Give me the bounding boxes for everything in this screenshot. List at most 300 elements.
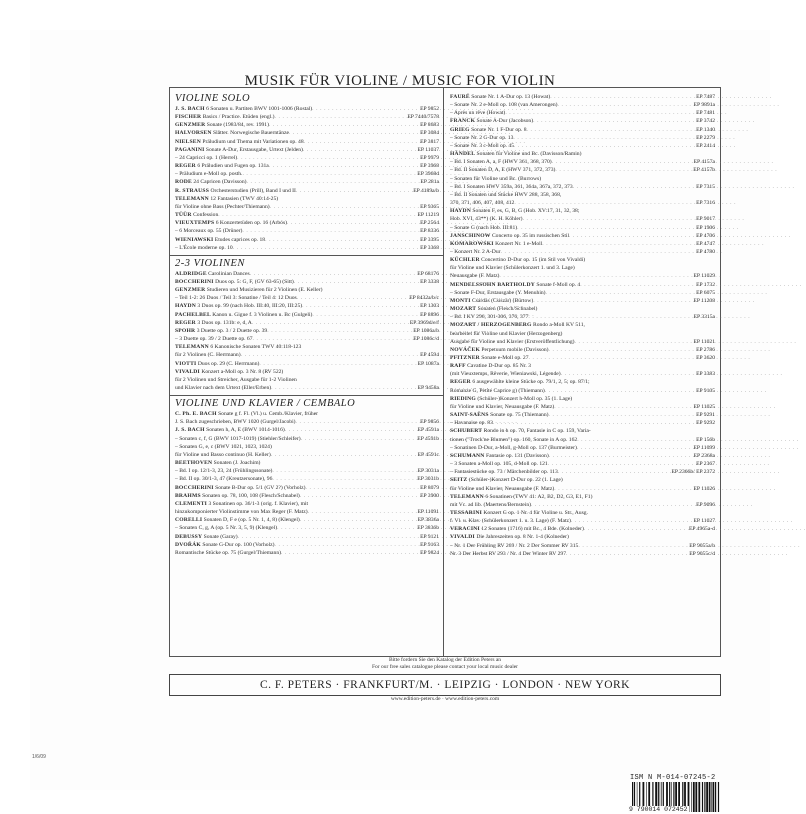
catalog-entry xyxy=(450,191,715,199)
work-title: – Bd. I Sonaten A, a, F (HWV 361, 368, 370) xyxy=(450,159,552,166)
edition-number: EP 3031a xyxy=(417,468,439,475)
work-title: 6 Konzertetüden op. 16 (Arbós) xyxy=(215,220,288,227)
work-title: 6 Sonatinen (TWV 41: A2, B2, D2, G3, E1, F1) xyxy=(485,493,593,500)
catalog-entry xyxy=(450,240,715,248)
work-title: – Sonaten für Violine und Bc. (Burrows) xyxy=(450,175,542,182)
leader-dots xyxy=(267,327,411,335)
edition-number: EP 7316 xyxy=(696,200,715,207)
leader-dots xyxy=(548,460,694,468)
work-title: Concertino D-Dur op. 15 (im Stil von Vivaldi) xyxy=(481,257,586,264)
catalog-entry xyxy=(450,436,715,444)
catalog-entry xyxy=(175,467,439,475)
work-title: (Schüler-)Konzert D-Dur op. 22 (1. Lage) xyxy=(468,477,563,484)
work-title: 6 ausgewählte kleine Stücke op. 79/1, 2, 5; op. 87/1; xyxy=(472,379,590,386)
catalog-entry xyxy=(175,236,439,244)
leader-dots xyxy=(297,294,407,302)
catalog-note-en: For our free sales catalogue please contact your local music dealer xyxy=(372,664,518,670)
edition-number: EP 11099 xyxy=(693,444,715,451)
edition-number: EP 1087a xyxy=(417,360,439,367)
catalog-entry xyxy=(175,170,439,178)
leader-dots xyxy=(250,270,416,278)
catalog-entry xyxy=(450,175,715,183)
composer-name: HALVORSEN xyxy=(175,130,212,137)
composer-name: ALDRIDGE xyxy=(175,270,207,277)
catalog-entry xyxy=(175,294,439,302)
barcode-bar xyxy=(702,782,703,812)
barcode-digits: 9 790014 072452 xyxy=(629,806,688,813)
work-title: – Bd. I KV 296, 301-306, 376, 377 xyxy=(450,314,529,321)
work-title: 3 Duette op. 3 / 2 Duette op. 39 xyxy=(196,327,268,334)
composer-name: REGER xyxy=(450,379,471,386)
leader-dots xyxy=(514,199,694,207)
work-title: für Violine und Basso continuo (H. Keller) xyxy=(175,451,271,458)
composer-name: DVOŘÁK xyxy=(175,541,201,548)
edition-number: EP 2279 xyxy=(696,134,715,141)
edition-number: EP 11219 xyxy=(417,212,439,219)
catalog-entry xyxy=(450,126,715,134)
catalog-entry xyxy=(450,232,715,240)
section-2-3-violinen xyxy=(170,258,443,396)
edition-number: EP 8683 xyxy=(420,122,439,129)
catalog-entry xyxy=(450,354,715,362)
catalog-entry xyxy=(175,113,439,121)
catalog-entry xyxy=(175,154,439,162)
catalog-entry xyxy=(175,549,439,557)
edition-number: EP 7440/7578 xyxy=(407,114,439,121)
work-title: 6 Kanonische Sonaten TWV 40:118-123 xyxy=(210,344,302,351)
leader-dots xyxy=(531,501,694,509)
leader-dots xyxy=(296,187,411,195)
composer-name: VIVALDI xyxy=(450,534,475,541)
leader-dots xyxy=(514,142,694,150)
work-title: J. S. Bach zugeschrieben, BWV 1020 (Gurgel/Jacobi) xyxy=(175,419,296,426)
catalog-entry xyxy=(450,509,715,517)
leader-dots xyxy=(300,516,416,524)
work-title: 12 Fantasien (TWV 40:14-25) xyxy=(210,195,279,202)
catalog-entry xyxy=(450,297,715,305)
catalog-entry xyxy=(450,142,715,150)
edition-number: EP 9856 xyxy=(420,419,439,426)
leader-dots xyxy=(501,248,695,256)
entry-list xyxy=(450,91,715,558)
leader-dots xyxy=(259,360,415,368)
work-title: Sonate A-Dur (Jacobson) xyxy=(476,118,534,125)
leader-dots xyxy=(237,154,418,162)
catalog-entry xyxy=(175,541,439,549)
edition-number: EP 4189a/b xyxy=(413,187,439,194)
work-title: – Sonaten c, f, G (BWV 1017-1019) (Stiehler/Schleifer) xyxy=(175,435,301,442)
leader-dots xyxy=(552,158,692,166)
catalog-entry xyxy=(450,93,715,101)
catalog-entry xyxy=(175,203,439,211)
work-title: – 6 Morceaux op. 55 (Drüner) xyxy=(175,228,243,235)
catalog-entry xyxy=(175,368,439,376)
edition-number: EP 1906 xyxy=(696,224,715,231)
right-column xyxy=(445,88,719,656)
composer-name: NIELSEN xyxy=(175,138,201,145)
catalog-entry xyxy=(175,121,439,129)
catalog-entry xyxy=(175,162,439,170)
leader-dots xyxy=(271,451,416,459)
work-title: Confession xyxy=(193,212,219,219)
leader-dots xyxy=(289,129,418,137)
barcode-bar xyxy=(706,782,708,812)
section-title: VIOLINE UND KLAVIER / CEMBALO xyxy=(175,398,356,410)
edition-number: EP 2786 xyxy=(696,346,715,353)
work-title: Duos op. 29 (C. Herrmann) xyxy=(197,360,260,367)
barcode-bar xyxy=(715,782,716,812)
leader-dots xyxy=(513,134,694,142)
catalog-entry xyxy=(175,138,439,146)
catalog-entry xyxy=(450,166,715,174)
leader-dots xyxy=(569,232,694,240)
edition-number: EP 4706 xyxy=(696,232,715,239)
edition-number: EP 9891a xyxy=(693,102,715,109)
edition-number: EP 3742 xyxy=(696,118,715,125)
composer-name: JANSCHINOW xyxy=(450,232,491,239)
barcode-bar xyxy=(698,782,700,812)
catalog-page xyxy=(30,30,770,813)
entry-list xyxy=(175,410,439,557)
catalog-entry xyxy=(450,321,715,329)
work-title: 24 Capricen (Davisson) xyxy=(193,179,247,186)
composer-name: GRIEG xyxy=(450,126,470,133)
work-title: für 2 Violinen (C. Herrmann) xyxy=(175,352,241,359)
leader-dots xyxy=(555,166,691,174)
composer-name: SCHUBERT xyxy=(450,428,483,435)
catalog-entry xyxy=(175,327,439,335)
work-title: – 3 Sonaten a-Moll op. 105, d-Moll op. 121 xyxy=(450,461,548,468)
edition-number: EP 11026 xyxy=(693,485,715,492)
leader-dots xyxy=(566,550,687,558)
work-title: Die Jahreszeiten op. 8 Nr. 1-4 (Kolneder) xyxy=(476,534,569,541)
edition-number: EP 8079 xyxy=(420,484,439,491)
work-title: Sonate A-Dur, Erstausgabe, Urtext (Jelden) xyxy=(205,146,303,153)
edition-number: EP 3968 xyxy=(420,163,439,170)
work-title: – Havanaise op. 83 xyxy=(450,420,493,427)
leader-dots xyxy=(528,313,691,321)
catalog-entry xyxy=(175,475,439,483)
work-title: – Bd. I op. 12/1-3, 23, 24 (Frühlingssonate) xyxy=(175,468,273,475)
edition-number: EP 7481 xyxy=(696,110,715,117)
work-title: 6 Präludien und Fugen op. 131a xyxy=(197,163,269,170)
leader-dots xyxy=(281,549,418,557)
catalog-entry xyxy=(450,101,715,109)
work-title: Ausgabe für Violine und Klavier (Erstveröffentlichung) xyxy=(450,338,575,345)
catalog-entry xyxy=(450,468,715,476)
edition-number: EP 9458a xyxy=(417,385,439,391)
catalog-entry xyxy=(175,410,439,418)
leader-dots xyxy=(242,170,415,178)
composer-name: FISCHER xyxy=(175,114,202,121)
catalog-entry xyxy=(450,444,715,452)
catalog-entry xyxy=(175,211,439,219)
edition-number: EP 2366b/ EP 2372 xyxy=(671,469,715,476)
work-title: Nr. 3 Der Herbst RV 293 / Nr. 4 Der Winter RV 297 xyxy=(450,550,567,557)
edition-number: EP 4747 xyxy=(696,240,715,247)
work-title: Sonaten h, A, E (BWV 1014-1016) xyxy=(206,427,285,434)
work-title: bearbeitet für Violine und Klavier (Herzogenberg) xyxy=(450,330,563,337)
leader-dots xyxy=(529,354,695,362)
edition-number: EP 11029 xyxy=(693,273,715,280)
composer-name: RIEDING xyxy=(450,395,476,402)
catalog-entry xyxy=(450,158,715,166)
leader-dots xyxy=(312,311,418,319)
catalog-entry xyxy=(450,330,715,338)
work-title: Konzert Nr. 1 e-Moll xyxy=(495,240,543,247)
catalog-entry xyxy=(175,146,439,154)
work-title: Sonaten D, F e (op. 5 Nr. 1, 4, 8) (Klengel) xyxy=(203,517,300,524)
work-title: Fantasie op. 131 (Davisson) xyxy=(485,452,549,459)
work-title: und Klavier nach dem Urtext (Eller/Erben) xyxy=(175,385,272,391)
composer-name: SAINT-SAËNS xyxy=(450,412,489,419)
catalog-entry xyxy=(450,452,715,460)
work-title: – Bd. I Sonaten HWV 359a, 361, 364a, 367a, 372, 373 xyxy=(450,183,573,190)
edition-number: EP 6075 xyxy=(696,289,715,296)
ismn-number: ISM N M-014-07245-2 xyxy=(630,774,716,782)
entry-list xyxy=(175,105,439,252)
leader-dots xyxy=(533,297,691,305)
composer-name: VIOTTI xyxy=(175,360,197,367)
publisher-box: C. F. PETERS · FRANKFURT/M. · LEIPZIG · LONDON · NEW YORK xyxy=(169,674,721,696)
catalog-entry xyxy=(450,362,715,370)
composer-name: MOZART / HERZOGENBERG xyxy=(450,322,532,329)
leader-dots xyxy=(573,183,694,191)
work-title: – L'École moderne op. 10 xyxy=(175,244,233,251)
catalog-entry xyxy=(450,289,715,297)
catalog-entry xyxy=(450,264,715,272)
barcode-bar xyxy=(718,782,719,812)
edition-number: EP 8336 xyxy=(420,228,439,235)
leader-dots xyxy=(218,211,415,219)
catalog-entry xyxy=(450,224,715,232)
work-title: für Violine und Klavier, Neuausgabe (F. Matz) xyxy=(450,485,555,492)
leader-dots xyxy=(233,244,418,252)
edition-number: EP 68176 xyxy=(417,270,439,277)
composer-name: NOVÁČEK xyxy=(450,346,480,353)
catalog-entry xyxy=(175,524,439,532)
composer-name: MOZART xyxy=(450,306,477,313)
leader-dots xyxy=(265,236,418,244)
work-title: 3 Duos op. 99 (nach Hob. III:40, III:20, III:25) xyxy=(197,303,303,310)
work-title: – Sonate Nr. 2 G-Dur op. 13 xyxy=(450,134,514,141)
composer-name: BRAHMS xyxy=(175,492,201,499)
edition-number: EP 8896 xyxy=(420,311,439,318)
section-violine-solo xyxy=(170,93,443,256)
composer-name: SEITZ xyxy=(450,477,468,484)
leader-dots xyxy=(527,126,695,134)
work-title: – Nr. 1 Der Frühling RV 269 / Nr. 2 Der Sommer RV 315 xyxy=(450,542,579,549)
edition-number: EP 11027 xyxy=(693,518,715,525)
edition-number: EP 2564 xyxy=(420,220,439,227)
edition-number: EP 1340 xyxy=(696,126,715,133)
catalog-entry xyxy=(450,493,715,501)
composer-name: SPOHR xyxy=(175,327,196,334)
work-title: – Bd. II Sonaten D, A, E (HWV 371, 372, 373) xyxy=(450,167,556,174)
work-title: Sonate f-Moll op. 4 xyxy=(536,281,581,288)
work-title: Basics / Practice. Etüden (engl.) xyxy=(202,114,275,121)
edition-number: EP 2368a xyxy=(693,452,715,459)
edition-number: EP 11037 xyxy=(417,146,439,153)
edition-number: EP 2367 xyxy=(696,461,715,468)
catalog-entry xyxy=(175,443,439,451)
work-title: Sonate Nr. 1 F-Dur op. 8 xyxy=(471,126,527,133)
leader-dots xyxy=(561,370,694,378)
catalog-entry xyxy=(175,286,439,294)
composer-name: J. S. BACH xyxy=(175,427,205,434)
composer-name: REGER xyxy=(175,319,196,326)
catalog-entry xyxy=(175,343,439,351)
work-title: – Teil 1-2: 26 Duos / Teil 3: Sonatine / Teil 4: 12 Duos xyxy=(175,295,297,302)
catalog-entry xyxy=(450,485,715,493)
composer-name: DEBUSSY xyxy=(175,533,203,540)
catalog-entry xyxy=(450,134,715,142)
composer-name: VERACINI xyxy=(450,526,480,533)
leader-dots xyxy=(301,435,416,443)
leader-dots xyxy=(580,281,694,289)
catalog-entry xyxy=(450,387,715,395)
catalog-entry xyxy=(175,360,439,368)
edition-number: EP 3383 xyxy=(696,371,715,378)
leader-dots xyxy=(305,484,418,492)
leader-dots xyxy=(558,468,670,476)
leader-dots xyxy=(546,289,695,297)
catalog-entry xyxy=(175,187,439,195)
work-title: Perpetuum mobile (Davisson) xyxy=(481,346,549,353)
edition-number: EP 9365 xyxy=(420,203,439,210)
work-title: – Sonate Nr. 2 e-Moll op. 108 (van Amerongen) xyxy=(450,102,558,109)
work-title: Orchesterstudien (Prill), Band I und II xyxy=(210,187,296,194)
leader-dots xyxy=(545,387,694,395)
composer-name: RAFF xyxy=(450,363,466,370)
work-title: Sonaten (J. Joachim) xyxy=(213,460,261,467)
leader-dots xyxy=(303,146,416,154)
catalog-entry xyxy=(450,550,715,558)
work-title: Rondo a-Moll KV 511, xyxy=(533,322,585,329)
leader-dots xyxy=(277,524,415,532)
composer-name: PACHELBEL xyxy=(175,311,211,318)
catalog-entry xyxy=(450,305,715,313)
work-title: mit Vc. ad lib. (Maertens/Bernstein) xyxy=(450,501,531,508)
catalog-entry xyxy=(450,419,715,427)
leader-dots xyxy=(294,278,418,286)
work-title: Sonaten für Violine und Bc. (Davisson/Ramin) xyxy=(476,151,582,158)
leader-dots xyxy=(272,475,415,483)
composer-name: FAURÉ xyxy=(450,94,470,100)
edition-number: EP 3836a xyxy=(417,517,439,524)
leader-dots xyxy=(304,138,418,146)
edition-number: EP 3395 xyxy=(420,236,439,243)
catalog-entry xyxy=(175,484,439,492)
catalog-entry xyxy=(175,459,439,467)
leader-dots xyxy=(285,426,416,434)
print-code: 1/6/09 xyxy=(32,754,46,760)
catalog-entry xyxy=(450,117,715,125)
work-title: (mit Vieuxtemps, Rêverie, Wieniawski, Légende) xyxy=(450,371,561,378)
catalog-entry xyxy=(175,533,439,541)
leader-dots xyxy=(253,335,412,343)
work-title: Slåtter. Norwegische Bauerntänze xyxy=(213,130,289,137)
edition-number: EP 11021 xyxy=(693,338,715,345)
catalog-entry xyxy=(450,207,715,215)
catalog-entry xyxy=(450,533,715,541)
work-title: (Schüler-)Konzert h-Moll op. 35 (1. Lage) xyxy=(477,395,573,402)
composer-name: HÄNDEL xyxy=(450,151,476,158)
edition-number: EP 9055c/d xyxy=(689,550,715,557)
composer-name: TESSARINI xyxy=(450,509,482,516)
work-title: – Bd. II op. 30/1-3, 47 (Kreutzersonate), 96 xyxy=(175,476,273,483)
leader-dots xyxy=(542,240,694,248)
edition-number: EP 4594 xyxy=(420,352,439,359)
section-title: VIOLINE SOLO xyxy=(175,93,251,104)
work-title: Sonaten F, es, G, B, G (Hob. XV:17, 31, 32, 38; xyxy=(472,208,580,215)
work-title: f. Vl. u. Klav. (Schülerkonzert 1. u. 3. Lage) (F. Matz) xyxy=(450,518,571,525)
edition-number: EP 1086a/b xyxy=(413,327,439,334)
catalog-entry xyxy=(175,492,439,500)
work-title: 6 Sonaten u. Partiten BWV 1001-1006 (Rostal) xyxy=(206,106,313,112)
catalog-entry xyxy=(175,219,439,227)
edition-number: EP 9096 xyxy=(696,501,715,508)
edition-number: EP 1732 xyxy=(696,281,715,288)
barcode-bar xyxy=(691,782,692,812)
work-title: Rondo in h op. 70, Fantasie in C op. 159, Varia- xyxy=(483,428,591,435)
leader-dots xyxy=(270,203,418,211)
catalog-entry xyxy=(175,376,439,384)
leader-dots xyxy=(269,121,418,129)
catalog-entry xyxy=(175,426,439,434)
work-title: Sonaten op. 78, 100, 108 (Flesch/Schnabel) xyxy=(202,492,300,499)
composer-name: C. Ph. E. BACH xyxy=(175,411,217,418)
catalog-entry xyxy=(450,542,715,550)
leader-dots xyxy=(517,224,694,232)
work-title: – Après un rêve (Howat) xyxy=(450,110,506,117)
edition-number: EP 3338 xyxy=(420,278,439,285)
composer-name: R. STRAUSS xyxy=(175,187,210,194)
work-title: – 24 Capricci op. 1 (Herrel) xyxy=(175,154,238,161)
leader-dots xyxy=(302,302,418,310)
barcode-bar xyxy=(713,782,715,812)
edition-number: EP 4591b xyxy=(417,435,439,442)
catalog-entry xyxy=(450,272,715,280)
edition-number: EP 4591a xyxy=(417,427,439,434)
edition-number: EP 7315 xyxy=(696,183,715,190)
leader-dots xyxy=(499,272,691,280)
work-title: 12 Sonaten (1716) mit Bc., 4 Bde. (Kolneder) xyxy=(481,526,584,533)
leader-dots xyxy=(533,117,694,125)
catalog-entry xyxy=(450,411,715,419)
work-title: – Fantasiestücke op. 73 / Märchenbilder op. 113 xyxy=(450,469,558,476)
composer-name: HAYDN xyxy=(450,208,471,215)
edition-number: EP 9852 xyxy=(420,106,439,112)
composer-name: KOMAROWSKI xyxy=(450,240,494,247)
leader-dots xyxy=(578,542,687,550)
catalog-entry xyxy=(450,346,715,354)
leader-dots xyxy=(523,215,695,223)
edition-number: EP 11025 xyxy=(693,403,715,410)
catalog-entry xyxy=(175,227,439,235)
edition-number: EP 1086c/d xyxy=(413,336,439,343)
composer-name: BEETHOVEN xyxy=(175,460,213,467)
edition-number: EP 3817 xyxy=(420,138,439,145)
edition-number: EP 156b xyxy=(696,436,715,443)
leader-dots xyxy=(550,93,694,101)
leader-dots xyxy=(238,533,418,541)
edition-number: EP 9979 xyxy=(420,154,439,161)
work-title: Sonate e-Moll op. 27 xyxy=(481,355,529,361)
composer-name: VIVALDI xyxy=(175,368,200,375)
work-title: Konzert G op. 1 Nr. 4 für Violine u. Str., Ausg. xyxy=(483,509,588,516)
work-title: – Präludium e-Moll op. posth. xyxy=(175,171,243,178)
